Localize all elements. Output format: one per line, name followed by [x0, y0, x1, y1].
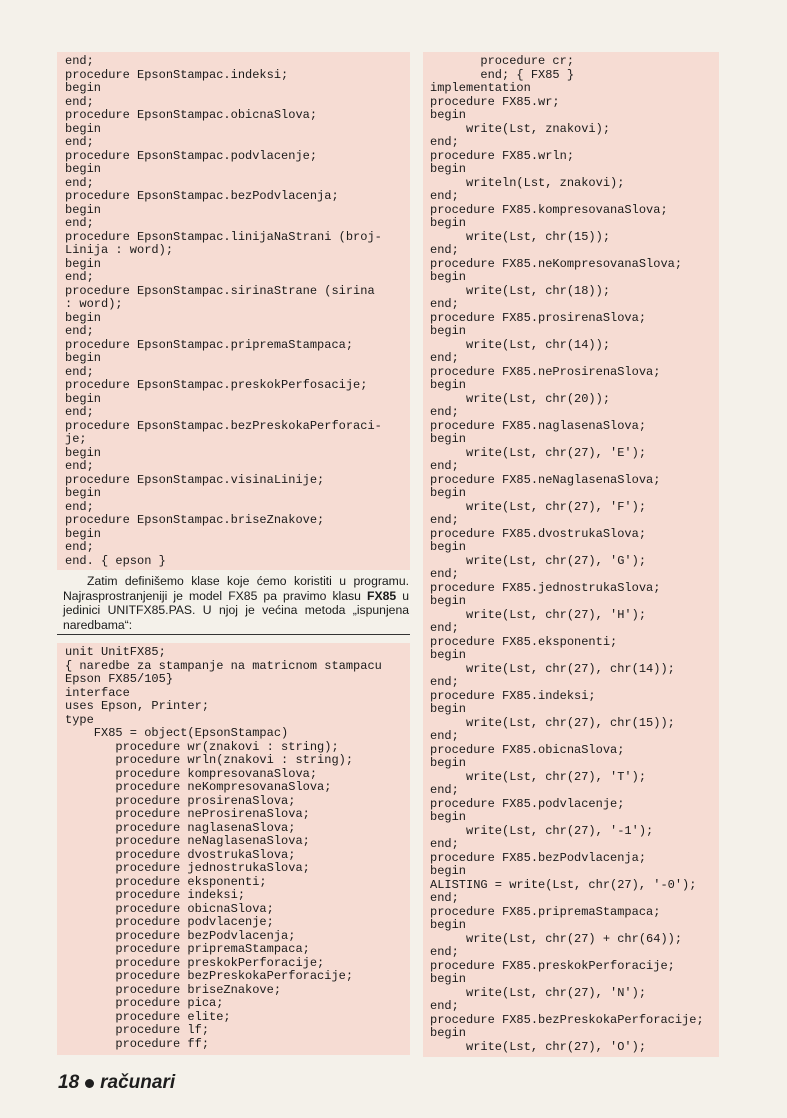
- code-line: end;: [65, 324, 94, 338]
- code-line: begin: [65, 256, 102, 271]
- code-line: interface: [65, 685, 130, 700]
- code-line: end;: [65, 364, 94, 379]
- code-line: begin: [65, 81, 102, 95]
- code-line: procedure EpsonStampac.visinaLinije;: [65, 472, 325, 487]
- code-line: end;: [430, 783, 459, 797]
- code-line: begin: [430, 702, 467, 716]
- code-line: procedure podvlacenje;: [65, 915, 274, 929]
- code-line: procedure FX85.pripremaStampaca;: [430, 904, 661, 919]
- code-line: begin: [430, 918, 467, 932]
- code-line: write(Lst, chr(27), 'G');: [430, 553, 647, 568]
- code-line: begin: [430, 486, 467, 500]
- code-line: write(Lst, chr(27), 'N');: [430, 985, 647, 1000]
- code-line: end;: [430, 675, 459, 689]
- code-line: procedure EpsonStampac.linijaNaStrani (broj-: [65, 229, 382, 244]
- code-line: procedure obicnaSlova;: [65, 901, 274, 916]
- code-line: procedure neNaglasenaSlova;: [65, 834, 310, 848]
- page-number: 18: [58, 1072, 80, 1093]
- code-line: end;: [430, 621, 459, 635]
- code-line: procedure FX85.kompresovanaSlova;: [430, 202, 668, 217]
- code-line: write(Lst, chr(18));: [430, 283, 611, 298]
- code-line: write(Lst, znakovi);: [430, 121, 611, 136]
- code-line: begin: [430, 216, 467, 230]
- code-line: write(Lst, chr(27) + chr(64));: [430, 931, 683, 946]
- bullet-dot-icon: [85, 1079, 94, 1088]
- code-line: end;: [430, 243, 459, 257]
- code-line: begin: [430, 162, 467, 176]
- code-line: procedure briseZnakove;: [65, 982, 282, 997]
- code-line: procedure pica;: [65, 996, 224, 1010]
- code-line: begin: [65, 121, 102, 136]
- code-line: procedure prosirenaSlova;: [65, 793, 296, 808]
- code-line: procedure FX85.neProsirenaSlova;: [430, 364, 661, 379]
- code-line: end;: [430, 891, 459, 905]
- code-line: uses Epson, Printer;: [65, 699, 210, 713]
- code-line: procedure neProsirenaSlova;: [65, 807, 310, 821]
- code-listing-unitfx85-interface: [57, 643, 410, 1055]
- code-line: procedure FX85.wrln;: [430, 148, 575, 163]
- code-line: procedure naglasenaSlova;: [65, 820, 296, 835]
- code-line: begin: [65, 526, 102, 541]
- code-line: end;: [430, 945, 459, 959]
- article-paragraph: [63, 574, 409, 632]
- code-line: procedure EpsonStampac.sirinaStrane (sirina: [65, 283, 375, 298]
- code-line: procedure elite;: [65, 1009, 231, 1024]
- code-line: end;: [430, 405, 459, 419]
- code-line: end;: [65, 540, 94, 554]
- code-line: end;: [65, 54, 94, 68]
- code-line: procedure bezPodvlacenja;: [65, 928, 296, 943]
- code-line: begin: [430, 1026, 467, 1040]
- code-line: write(Lst, chr(27), '-1');: [430, 823, 654, 838]
- code-line: begin: [65, 202, 102, 217]
- code-line: procedure kompresovanaSlova;: [65, 766, 318, 781]
- code-line: end;: [430, 837, 459, 851]
- code-line: end;: [430, 999, 459, 1013]
- code-line: procedure FX85.preskokPerforacije;: [430, 958, 675, 973]
- code-line: procedure preskokPerforacije;: [65, 955, 325, 970]
- code-line: procedure lf;: [65, 1023, 210, 1037]
- code-line: procedure FX85.obicnaSlova;: [430, 742, 625, 757]
- code-line: procedure FX85.podvlacenje;: [430, 796, 625, 811]
- code-line: procedure ff;: [65, 1036, 210, 1051]
- code-line: procedure FX85.dvostrukaSlova;: [430, 526, 647, 541]
- code-line: write(Lst, chr(27), 'H');: [430, 607, 647, 622]
- code-line: procedure FX85.indeksi;: [430, 688, 596, 703]
- code-line: type: [65, 712, 94, 727]
- code-line: procedure FX85.prosirenaSlova;: [430, 310, 647, 325]
- code-line: begin: [65, 162, 102, 176]
- code-line: end;: [65, 459, 94, 473]
- code-line: procedure FX85.neKompresovanaSlova;: [430, 256, 683, 271]
- code-line: procedure wrln(znakovi : string);: [65, 753, 354, 767]
- code-line: end;: [430, 729, 459, 743]
- code-line: procedure pripremaStampaca;: [65, 942, 310, 956]
- code-line: procedure EpsonStampac.obicnaSlova;: [65, 108, 318, 122]
- code-line: end. { epson }: [65, 553, 166, 568]
- code-line: procedure wr(znakovi : string);: [65, 739, 339, 754]
- code-line: Epson FX85/105}: [65, 672, 174, 686]
- code-line: procedure FX85.bezPreskokaPerforacije;: [430, 1012, 704, 1027]
- code-line: end;: [430, 459, 459, 473]
- code-line: procedure EpsonStampac.preskokPerfosacije;: [65, 378, 368, 392]
- code-line: end;: [65, 175, 94, 190]
- code-line: end;: [65, 216, 94, 230]
- code-line: procedure FX85.eksponenti;: [430, 634, 618, 649]
- code-line: Linija : word);: [65, 243, 174, 257]
- magazine-name: računari: [100, 1072, 176, 1093]
- code-line: procedure FX85.wr;: [430, 94, 560, 109]
- code-line: writeln(Lst, znakovi);: [430, 175, 625, 190]
- code-listing-unitfx85-implementation: [423, 52, 719, 1057]
- code-line: end;: [430, 567, 459, 581]
- code-line: write(Lst, chr(27), 'F');: [430, 499, 647, 514]
- code-line: FX85 = object(EpsonStampac): [65, 726, 289, 740]
- code-line: begin: [65, 351, 102, 365]
- code-line: end; { FX85 }: [430, 67, 575, 82]
- code-line: write(Lst, chr(15));: [430, 229, 611, 244]
- code-line: procedure EpsonStampac.bezPodvlacenja;: [65, 189, 339, 203]
- paragraph-bold-class: FX85: [367, 588, 397, 603]
- code-line: unit UnitFX85;: [65, 645, 166, 659]
- code-listing-epson: [57, 52, 410, 570]
- code-line: end;: [430, 135, 459, 149]
- code-line: procedure FX85.jednostrukaSlova;: [430, 580, 661, 595]
- code-line: begin: [65, 310, 102, 325]
- code-line: procedure bezPreskokaPerforacije;: [65, 969, 354, 983]
- code-line: { naredbe za stampanje na matricnom stampacu: [65, 658, 382, 673]
- code-line: implementation: [430, 81, 531, 95]
- code-line: ALISTING = write(Lst, chr(27), '-0');: [430, 877, 697, 892]
- code-line: begin: [430, 540, 467, 554]
- code-line: : word);: [65, 297, 123, 311]
- code-line: procedure EpsonStampac.bezPreskokaPerforaci-: [65, 418, 382, 433]
- code-line: begin: [430, 864, 467, 878]
- code-line: end;: [430, 189, 459, 203]
- paragraph-text: Zatim definišemo klase koje ćemo koristiti u programu. Najrasprostranjeniji je model FX85 pa pravimo klasu: [63, 574, 409, 603]
- code-line: procedure neKompresovanaSlova;: [65, 780, 332, 794]
- code-line: begin: [430, 648, 467, 662]
- code-line: end;: [65, 405, 94, 419]
- code-line: procedure FX85.bezPodvlacenja;: [430, 850, 647, 865]
- code-line: write(Lst, chr(14));: [430, 337, 611, 352]
- code-line: end;: [65, 270, 94, 284]
- code-line: procedure EpsonStampac.podvlacenje;: [65, 148, 318, 163]
- code-line: begin: [430, 972, 467, 986]
- code-line: begin: [430, 432, 467, 446]
- code-line: begin: [430, 756, 467, 770]
- code-line: procedure EpsonStampac.briseZnakove;: [65, 513, 325, 527]
- code-line: procedure EpsonStampac.indeksi;: [65, 67, 289, 82]
- code-line: end;: [430, 297, 459, 311]
- code-line: begin: [430, 810, 467, 824]
- code-line: begin: [65, 445, 102, 460]
- code-line: begin: [65, 486, 102, 500]
- code-line: begin: [65, 391, 102, 406]
- code-line: write(Lst, chr(27), 'O');: [430, 1039, 647, 1054]
- code-line: end;: [65, 94, 94, 109]
- divider: [57, 634, 410, 635]
- code-line: procedure EpsonStampac.pripremaStampaca;: [65, 337, 354, 352]
- code-line: begin: [430, 594, 467, 608]
- code-line: begin: [430, 108, 467, 122]
- code-line: write(Lst, chr(27), chr(15));: [430, 715, 675, 730]
- code-line: end;: [65, 135, 94, 149]
- code-line: begin: [430, 270, 467, 284]
- page-footer: [58, 1072, 175, 1094]
- code-line: procedure FX85.naglasenaSlova;: [430, 418, 647, 433]
- code-line: end;: [430, 351, 459, 365]
- code-line: begin: [430, 378, 467, 392]
- code-line: procedure jednostrukaSlova;: [65, 861, 310, 875]
- code-line: end;: [65, 499, 94, 514]
- code-line: begin: [430, 324, 467, 338]
- paragraph-text-end: u jedinici UNITFX85.PAS. U njoj je većina metoda „ispunjena naredbama“:: [63, 588, 409, 632]
- code-line: write(Lst, chr(27), 'T');: [430, 769, 647, 784]
- code-line: procedure cr;: [430, 54, 575, 68]
- code-line: write(Lst, chr(27), chr(14));: [430, 661, 675, 676]
- code-line: procedure FX85.neNaglasenaSlova;: [430, 472, 661, 487]
- code-line: procedure eksponenti;: [65, 874, 267, 889]
- code-line: je;: [65, 432, 87, 446]
- code-line: procedure dvostrukaSlova;: [65, 847, 296, 862]
- code-line: end;: [430, 513, 459, 527]
- code-line: write(Lst, chr(20));: [430, 391, 611, 406]
- code-line: write(Lst, chr(27), 'E');: [430, 445, 647, 460]
- code-line: procedure indeksi;: [65, 888, 246, 902]
